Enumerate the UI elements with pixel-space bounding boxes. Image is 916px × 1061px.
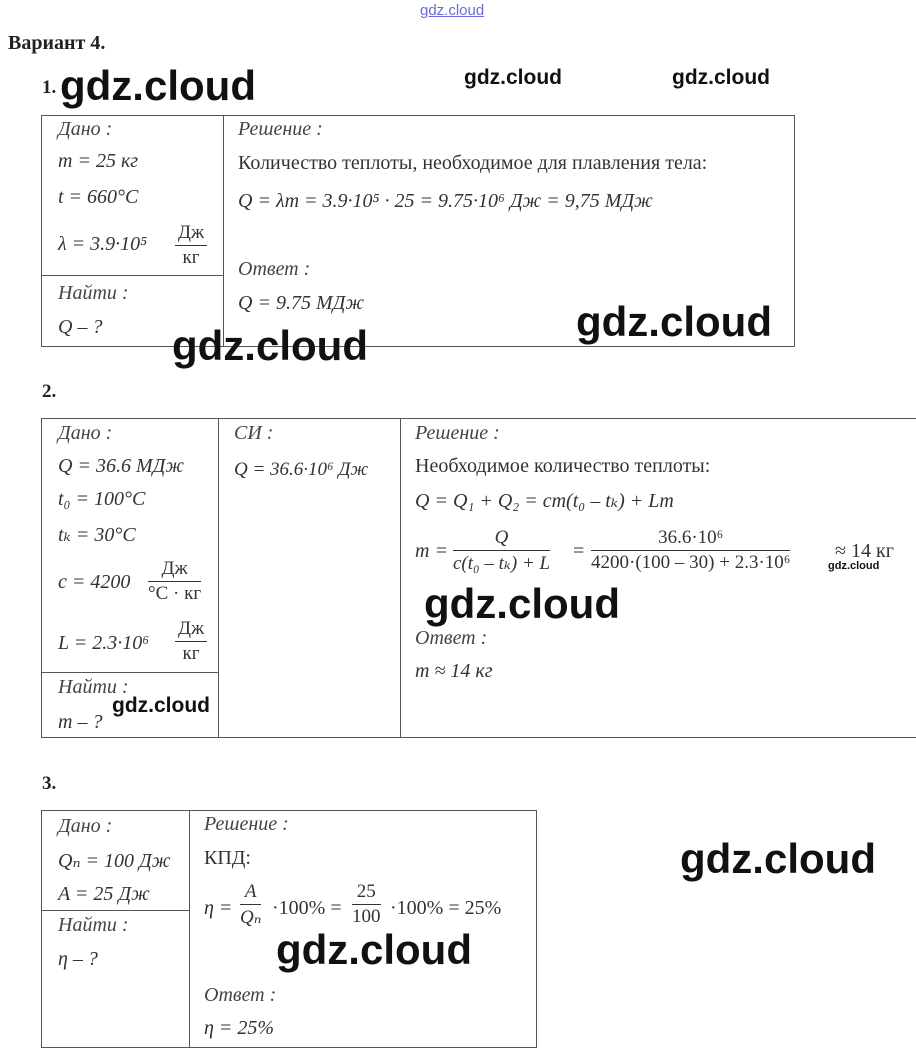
p2-answer-header: Ответ : bbox=[415, 627, 488, 649]
p2-find: m – ? bbox=[58, 711, 103, 733]
p2-L-unit-den: кг bbox=[182, 643, 200, 664]
p2-L-unit bbox=[175, 618, 207, 665]
p2-formula-1: Q = Q₁ + Q₂ = cm(t₀ – tₖ) + Lm bbox=[415, 490, 674, 512]
watermark-7: gdz.cloud bbox=[424, 580, 620, 627]
p1-find: Q – ? bbox=[58, 316, 103, 338]
p3-formula-mid: ·100% = bbox=[272, 897, 342, 919]
watermark-5: gdz.cloud bbox=[172, 322, 368, 369]
watermark-6: gdz.cloud bbox=[828, 560, 880, 572]
p2-si-header: СИ : bbox=[234, 422, 274, 444]
p3-given-Qn: Qₙ = 100 Дж bbox=[58, 850, 171, 872]
p1-given-m: m = 25 кг bbox=[58, 150, 139, 172]
p3-fraction-1-num: A bbox=[240, 881, 261, 905]
p2-formula-2-result: ≈ 14 кг bbox=[835, 540, 894, 562]
p2-fraction-1-den: c(t₀ – tₖ) + L bbox=[453, 553, 551, 574]
p3-formula-eta: η = bbox=[204, 897, 233, 919]
p1-lambda-unit-den: кг bbox=[182, 247, 200, 268]
p3-fraction-2-den: 100 bbox=[352, 906, 381, 927]
p3-find: η – ? bbox=[58, 948, 98, 970]
problem-2-find-divider bbox=[41, 672, 218, 673]
p2-find-header: Найти : bbox=[58, 676, 129, 698]
p3-find-header: Найти : bbox=[58, 914, 129, 936]
p2-fraction-1 bbox=[453, 527, 550, 575]
p1-formula: Q = λm = 3.9·10⁵ · 25 = 9.75·10⁶ Дж = 9,75 МДж bbox=[238, 190, 653, 212]
p3-solution-header: Решение : bbox=[204, 813, 289, 835]
p3-solution-text: КПД: bbox=[204, 847, 251, 869]
p2-formula-2-eq: = bbox=[573, 540, 585, 562]
p1-find-header: Найти : bbox=[58, 282, 129, 304]
page-title: Вариант 4. bbox=[8, 32, 106, 54]
p3-fraction-1 bbox=[240, 881, 261, 929]
p2-solution-header: Решение : bbox=[415, 422, 500, 444]
p3-formula-end: ·100% = 25% bbox=[390, 897, 502, 919]
p2-fraction-1-num: Q bbox=[453, 527, 550, 551]
p2-solution-text: Необходимое количество теплоты: bbox=[415, 455, 711, 477]
problem-2-divider-a bbox=[218, 418, 219, 738]
p2-answer: m ≈ 14 кг bbox=[415, 660, 493, 682]
p2-fraction-2-num: 36.6·10⁶ bbox=[591, 527, 790, 551]
p1-answer-header: Ответ : bbox=[238, 258, 311, 280]
p1-answer: Q = 9.75 МДж bbox=[238, 292, 364, 314]
problem-3-number: 3. bbox=[42, 773, 57, 794]
problem-3-find-divider bbox=[41, 910, 189, 911]
problem-1-divider bbox=[223, 115, 224, 347]
p3-given-A: A = 25 Дж bbox=[58, 883, 150, 905]
watermark-8: gdz.cloud bbox=[112, 694, 210, 717]
p2-given-tk: tₖ = 30°C bbox=[58, 524, 136, 546]
p2-given-L: L = 2.3·10⁶ bbox=[58, 632, 150, 654]
p2-given-Q: Q = 36.6 МДж bbox=[58, 455, 184, 477]
p2-given-c: c = 4200 bbox=[58, 571, 131, 593]
p2-formula-2-left: m = bbox=[415, 540, 448, 562]
p1-given-header: Дано : bbox=[58, 118, 113, 140]
p3-fraction-2-num: 25 bbox=[352, 881, 381, 905]
problem-3-divider bbox=[189, 810, 190, 1048]
watermark-9: gdz.cloud bbox=[680, 835, 876, 882]
watermark-3: gdz.cloud bbox=[672, 66, 770, 89]
watermark-2: gdz.cloud bbox=[464, 66, 562, 89]
p2-c-unit-den: °C · кг bbox=[148, 583, 202, 604]
problem-1-number: 1. bbox=[42, 77, 57, 98]
watermark-10: gdz.cloud bbox=[276, 926, 472, 973]
p2-c-unit bbox=[148, 558, 201, 605]
p2-fraction-2 bbox=[591, 527, 790, 574]
problem-2-number: 2. bbox=[42, 381, 57, 402]
p3-fraction-2 bbox=[352, 881, 381, 928]
p1-solution-text: Количество теплоты, необходимое для плавления тела: bbox=[238, 152, 708, 174]
p3-answer: η = 25% bbox=[204, 1017, 275, 1039]
watermark-1: gdz.cloud bbox=[60, 62, 256, 109]
p1-given-t: t = 660°C bbox=[58, 186, 139, 208]
p1-given-lambda: λ = 3.9·10⁵ bbox=[58, 233, 148, 255]
p1-lambda-unit-num: Дж bbox=[175, 222, 207, 246]
p2-L-unit-num: Дж bbox=[175, 618, 207, 642]
p3-fraction-1-den: Qₙ bbox=[240, 907, 262, 928]
p2-fraction-2-den: 4200·(100 – 30) + 2.3·10⁶ bbox=[591, 552, 791, 573]
p1-solution-header: Решение : bbox=[238, 118, 323, 140]
problem-2-divider-b bbox=[400, 418, 401, 738]
p3-given-header: Дано : bbox=[58, 815, 113, 837]
watermark-4: gdz.cloud bbox=[576, 298, 772, 345]
problem-1-find-divider bbox=[41, 275, 223, 276]
watermark-top: gdz.cloud bbox=[420, 2, 485, 19]
p3-answer-header: Ответ : bbox=[204, 984, 277, 1006]
p2-si-value: Q = 36.6·10⁶ Дж bbox=[234, 459, 369, 480]
p2-c-unit-num: Дж bbox=[148, 558, 201, 582]
p2-given-t0: t₀ = 100°C bbox=[58, 488, 146, 510]
p1-lambda-unit bbox=[175, 222, 207, 269]
p2-given-header: Дано : bbox=[58, 422, 113, 444]
